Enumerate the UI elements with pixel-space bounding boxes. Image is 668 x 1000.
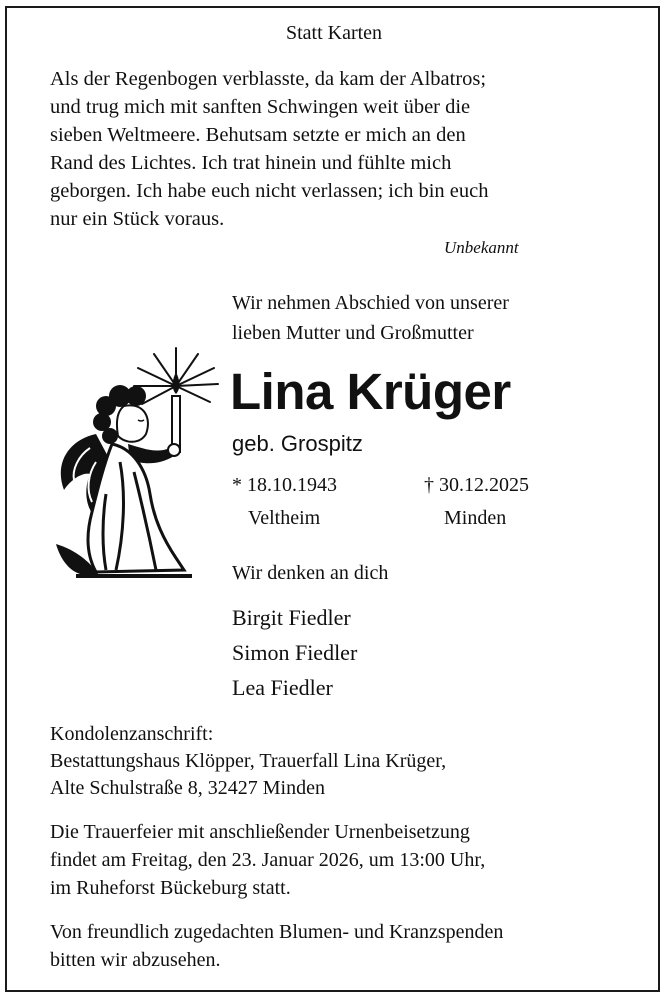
- flowers-request: [50, 918, 503, 974]
- poem-line: geborgen. Ich habe euch nicht verlassen; ich bin euch: [50, 180, 489, 202]
- flowers-line: Von freundlich zugedachten Blumen- und Kranzspenden: [50, 921, 504, 943]
- farewell-intro: [232, 288, 509, 348]
- condolence-line: Alte Schulstraße 8, 32427 Minden: [50, 777, 325, 799]
- ceremony-line: Die Trauerfeier mit anschließender Urnenbeisetzung: [50, 821, 470, 843]
- poem-line: und trug mich mit sanften Schwingen weit über die: [50, 96, 471, 118]
- ceremony-line: im Ruheforst Bückeburg statt.: [50, 877, 291, 899]
- flowers-line: bitten wir abzusehen.: [50, 949, 221, 971]
- poem-author: Unbekannt: [444, 238, 519, 257]
- poem-line: Rand des Lichtes. Ich trat hinein und fühlte mich: [50, 152, 452, 174]
- intro-line: lieben Mutter und Großmutter: [232, 322, 474, 344]
- header-statt-karten: Statt Karten: [285, 22, 383, 44]
- ceremony-line: findet am Freitag, den 23. Januar 2026, um 13:00 Uhr,: [50, 849, 486, 871]
- death-place: Minden: [444, 507, 507, 529]
- condolence-address: [50, 721, 446, 802]
- birth-date: * 18.10.1943: [232, 474, 337, 496]
- deceased-name: Lina Krüger: [230, 363, 511, 420]
- mourner-name: Simon Fiedler: [232, 640, 358, 665]
- poem-line: nur ein Stück voraus.: [50, 208, 225, 230]
- birth-name: geb. Grospitz: [232, 431, 363, 456]
- candle-flame: [173, 372, 180, 394]
- mourner-name: Birgit Fiedler: [232, 605, 351, 630]
- angel-with-candle-icon: [46, 344, 222, 580]
- ceremony-info: [50, 818, 485, 902]
- remembrance-line: Wir denken an dich: [232, 562, 389, 584]
- angel-face: [117, 405, 148, 441]
- poem-line: Als der Regenbogen verblasste, da kam der Albatros;: [50, 68, 487, 90]
- condolence-line: Bestattungshaus Klöpper, Trauerfall Lina Krüger,: [50, 750, 447, 772]
- poem: [50, 65, 489, 233]
- intro-line: Wir nehmen Abschied von unserer: [232, 292, 509, 314]
- mourner-name: Lea Fiedler: [232, 675, 333, 700]
- death-date: † 30.12.2025: [424, 474, 529, 496]
- poem-line: sieben Weltmeere. Behutsam setzte er mich an den: [50, 124, 466, 146]
- condolence-label: Kondolenzanschrift:: [50, 723, 214, 745]
- birth-place: Veltheim: [248, 507, 321, 529]
- mourner-list: [232, 600, 357, 705]
